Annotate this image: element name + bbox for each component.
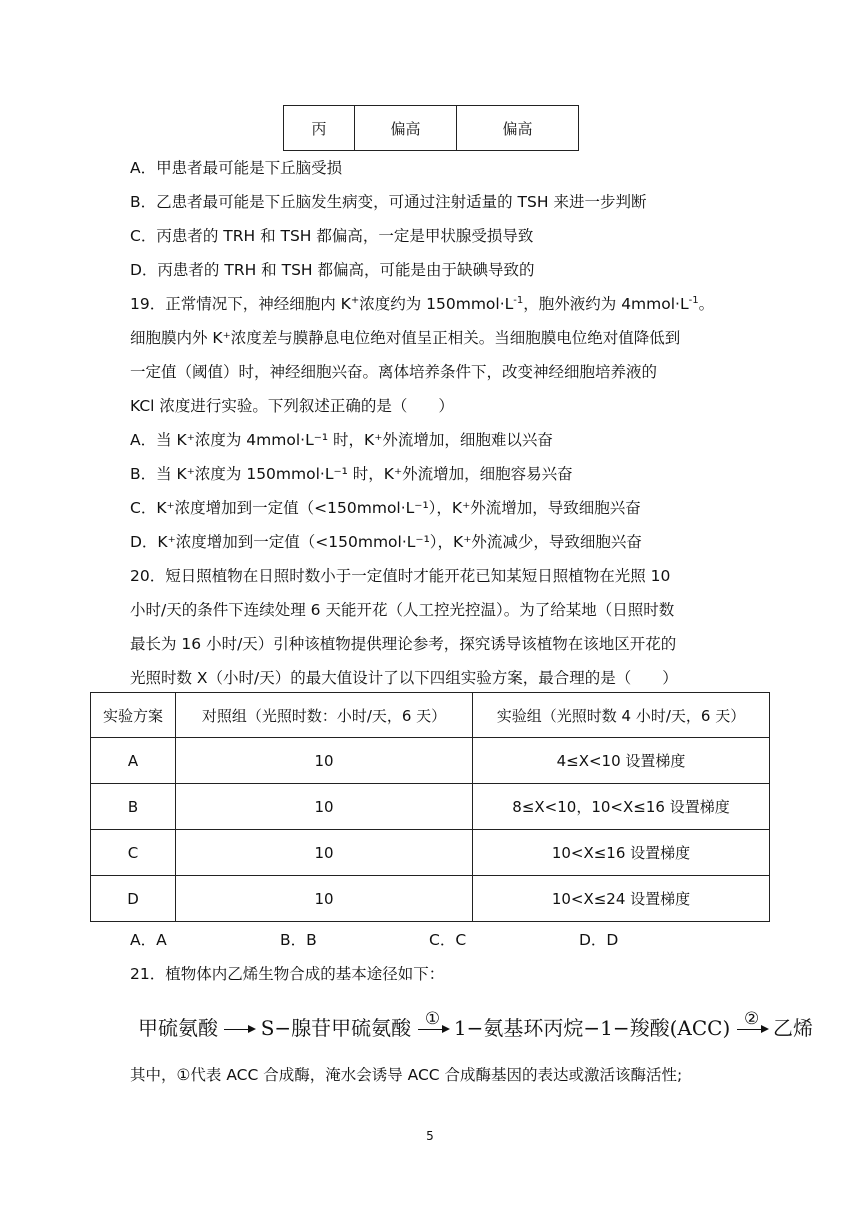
table-row (91, 830, 770, 876)
q19-stem-line-1: 19．正常情况下，神经细胞内 K+浓度约为 $150mmol\cdot L^{-1}$，胞外液约为 $4mmol\cdot L^{-1}$。 (130, 294, 715, 313)
table-cell: 10 (176, 876, 473, 922)
q20-choice-b: B．B (280, 931, 317, 949)
q20-choice-c: C．C (429, 931, 467, 949)
table-cell: 10<X≤24 设置梯度 (473, 876, 770, 922)
q21-stem: 21．植物体内乙烯生物合成的基本途径如下： (130, 965, 445, 983)
q19-option-c: C．K⁺浓度增加到一定值（<150mmol·L⁻¹），K⁺外流增加，导致细胞兴奋 (130, 499, 641, 517)
q21-note: 其中，①代表 ACC 合成酶，淹水会诱导 ACC 合成酶基因的表达或激活该酶活性; (130, 1066, 683, 1084)
pathway-arrow-enzyme-2 (737, 1008, 767, 1031)
q20-choice-d: D．D (579, 931, 619, 949)
enzyme-1-label: ① (424, 1008, 441, 1029)
enzyme-2-label: ② (744, 1008, 760, 1029)
table-cell: C (91, 830, 176, 876)
column-header: 对照组（光照时数：小时/天，6 天） (176, 693, 473, 738)
q19-option-d: D．K⁺浓度增加到一定值（<150mmol·L⁻¹），K⁺外流减少，导致细胞兴奋 (130, 533, 642, 551)
table-cell: 10 (176, 784, 473, 830)
table-cell: 8≤X<10，10<X≤16 设置梯度 (473, 784, 770, 830)
table-row (91, 876, 770, 922)
table-row (91, 784, 770, 830)
q19-stem-line-2: 细胞膜内外 K⁺浓度差与膜静息电位绝对值呈正相关。当细胞膜电位绝对值降低到 (130, 329, 681, 347)
hormone-table-fragment (283, 105, 579, 151)
q18-option-b: B．乙患者最可能是下丘脑发生病变，可通过注射适量的 TSH 来进一步判断 (130, 193, 647, 211)
table-cell: 10<X≤16 设置梯度 (473, 830, 770, 876)
table-header-row (91, 693, 770, 738)
q20-stem-line-1: 20．短日照植物在日照时数小于一定值时才能开花已知某短日照植物在光照 10 (130, 567, 671, 585)
table-cell: A (91, 738, 176, 784)
table-cell: B (91, 784, 176, 830)
q19-option-a: A．当 K⁺浓度为 4mmol·L⁻¹ 时，K⁺外流增加，细胞难以兴奋 (130, 431, 553, 449)
experiment-plan-table (90, 692, 770, 922)
q20-stem-line-3: 最长为 16 小时/天）引种该植物提供理论参考，探究诱导该植物在该地区开花的 (130, 635, 677, 653)
q18-option-d: D．丙患者的 TRH 和 TSH 都偏高，可能是由于缺碘导致的 (130, 261, 535, 279)
column-header: 实验方案 (91, 693, 176, 738)
q18-option-a: A．甲患者最可能是下丘脑受损 (130, 159, 343, 177)
q19-stem-line-4: KCl 浓度进行实验。下列叙述正确的是（ ） (130, 397, 454, 415)
pathway-arrow (224, 1029, 254, 1031)
table-cell: D (91, 876, 176, 922)
table-cell: 偏高 (355, 106, 457, 151)
table-cell: 4≤X<10 设置梯度 (473, 738, 770, 784)
q19-option-b: B．当 K⁺浓度为 150mmol·L⁻¹ 时，K⁺外流增加，细胞容易兴奋 (130, 465, 573, 483)
q19-stem-line-3: 一定值（阈值）时，神经细胞兴奋。离体培养条件下，改变神经细胞培养液的 (130, 363, 658, 381)
column-header: 实验组（光照时数 4 小时/天，6 天） (473, 693, 770, 738)
q20-stem-line-4: 光照时数 X（小时/天）的最大值设计了以下四组实验方案，最合理的是（ ） (130, 669, 678, 687)
table-row (91, 738, 770, 784)
pathway-step-methionine: 甲硫氨酸 (138, 1016, 218, 1040)
q20-stem-line-2: 小时/天的条件下连续处理 6 天能开花（人工控光控温）。为了给某地（日照时数 (130, 601, 675, 619)
pathway-step-acc: 1−氨基环丙烷−1−羧酸(ACC) (453, 1016, 731, 1040)
q18-option-c: C．丙患者的 TRH 和 TSH 都偏高，一定是甲状腺受损导致 (130, 227, 534, 245)
pathway-arrow-enzyme-1 (418, 1008, 448, 1031)
pathway-step-ethylene: 乙烯 (773, 1016, 814, 1040)
ethylene-pathway-diagram (138, 1008, 814, 1041)
q20-choice-a: A．A (130, 931, 167, 949)
pathway-step-sam: S−腺苷甲硫氨酸 (260, 1016, 412, 1040)
table-cell: 丙 (284, 106, 355, 151)
table-cell: 10 (176, 830, 473, 876)
page-number: 5 (426, 1129, 434, 1143)
table-cell: 10 (176, 738, 473, 784)
table-cell: 偏高 (457, 106, 579, 151)
